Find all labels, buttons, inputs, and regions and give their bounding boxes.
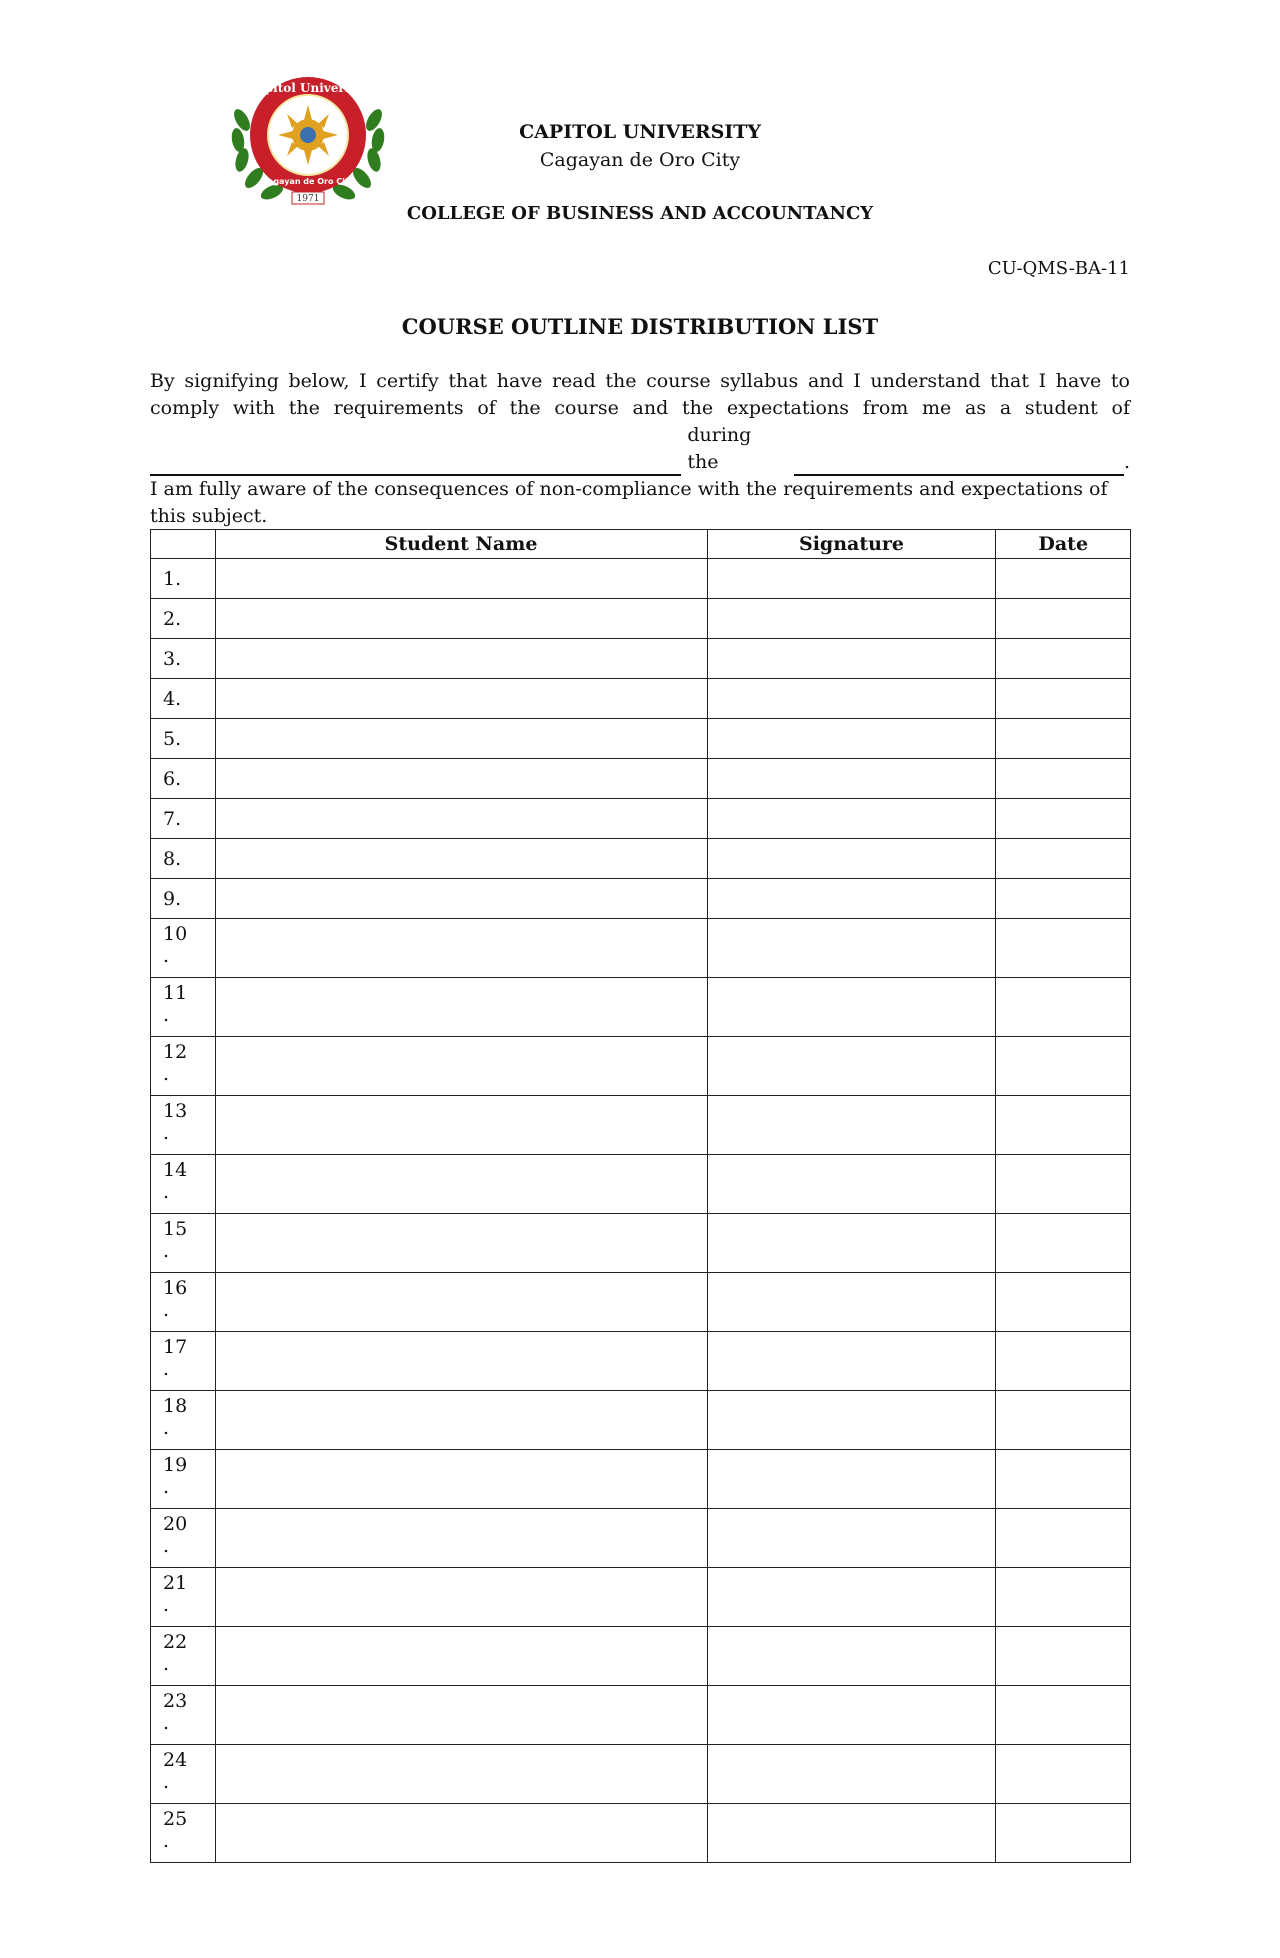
row-number: 9.: [151, 879, 216, 919]
row-number: 13 .: [151, 1096, 216, 1155]
row-number: 10 .: [151, 919, 216, 978]
signature-cell[interactable]: [707, 1273, 996, 1332]
table-row: [151, 1686, 1131, 1745]
signature-cell[interactable]: [707, 978, 996, 1037]
date-cell[interactable]: [996, 1332, 1131, 1391]
student-name-cell[interactable]: [215, 1332, 707, 1391]
table-row: [151, 1450, 1131, 1509]
student-name-cell[interactable]: [215, 1037, 707, 1096]
student-name-cell[interactable]: [215, 1273, 707, 1332]
student-name-cell[interactable]: [215, 1804, 707, 1863]
row-number: 1.: [151, 559, 216, 599]
table-row: [151, 919, 1131, 978]
row-number: 19 .: [151, 1450, 216, 1509]
date-cell[interactable]: [996, 1568, 1131, 1627]
row-number: 6.: [151, 759, 216, 799]
signature-cell[interactable]: [707, 919, 996, 978]
table-header-row: [151, 530, 1131, 559]
term-blank[interactable]: [794, 454, 1124, 476]
date-cell[interactable]: [996, 1627, 1131, 1686]
date-cell[interactable]: [996, 1745, 1131, 1804]
cert-blank-line: [150, 422, 1130, 476]
date-cell[interactable]: [996, 1686, 1131, 1745]
signature-cell[interactable]: [707, 1509, 996, 1568]
row-number: 22 .: [151, 1627, 216, 1686]
student-name-cell[interactable]: [215, 1568, 707, 1627]
date-cell[interactable]: [996, 1450, 1131, 1509]
cert-line-1: By signifying below, I certify that have read the course syllabus and I understand that I have to: [150, 370, 1130, 392]
student-name-cell[interactable]: [215, 679, 707, 719]
row-number: 2.: [151, 599, 216, 639]
row-number: 3.: [151, 639, 216, 679]
table-row: [151, 679, 1131, 719]
signature-cell[interactable]: [707, 759, 996, 799]
signature-cell[interactable]: [707, 1804, 996, 1863]
university-name: CAPITOL UNIVERSITY: [519, 121, 761, 143]
header-number: [151, 530, 216, 559]
row-number: 23 .: [151, 1686, 216, 1745]
header-signature: Signature: [707, 530, 996, 559]
form-code: CU-QMS-BA-11: [987, 258, 1130, 279]
student-name-cell[interactable]: [215, 879, 707, 919]
table-row: [151, 1096, 1131, 1155]
row-number: 15 .: [151, 1214, 216, 1273]
table-row: [151, 799, 1131, 839]
cert-line-2: comply with the requirements of the course and the expectations from me as a student of: [150, 397, 1130, 419]
row-number: 20 .: [151, 1509, 216, 1568]
student-name-cell[interactable]: [215, 1096, 707, 1155]
row-number: 21 .: [151, 1568, 216, 1627]
table-row: [151, 1037, 1131, 1096]
table-row: [151, 1509, 1131, 1568]
header-student-name: Student Name: [215, 530, 707, 559]
table-row: [151, 1155, 1131, 1214]
table-row: [151, 1273, 1131, 1332]
seal-top-text: Capitol University: [247, 81, 369, 95]
table-row: [151, 759, 1131, 799]
date-cell[interactable]: [996, 599, 1131, 639]
signature-cell[interactable]: [707, 1686, 996, 1745]
date-cell[interactable]: [996, 978, 1131, 1037]
signature-cell[interactable]: [707, 839, 996, 879]
date-cell[interactable]: [996, 759, 1131, 799]
course-blank[interactable]: [150, 454, 681, 476]
table-row: [151, 1627, 1131, 1686]
certification-statement: [150, 368, 1130, 530]
row-number: 11 .: [151, 978, 216, 1037]
row-number: 4.: [151, 679, 216, 719]
row-number: 25 .: [151, 1804, 216, 1863]
date-cell[interactable]: [996, 919, 1131, 978]
signature-cell[interactable]: [707, 679, 996, 719]
row-number: 7.: [151, 799, 216, 839]
table-row: [151, 1332, 1131, 1391]
cert-line-4: I am fully aware of the consequences of non-compliance with the requirements and expectations of this subject.: [150, 478, 1108, 527]
date-cell[interactable]: [996, 679, 1131, 719]
student-name-cell[interactable]: [215, 1627, 707, 1686]
signature-cell[interactable]: [707, 799, 996, 839]
table-row: [151, 559, 1131, 599]
signature-cell[interactable]: [707, 599, 996, 639]
row-number: 8.: [151, 839, 216, 879]
student-name-cell[interactable]: [215, 719, 707, 759]
student-name-cell[interactable]: [215, 1214, 707, 1273]
row-number: 17 .: [151, 1332, 216, 1391]
date-cell[interactable]: [996, 559, 1131, 599]
table-row: [151, 599, 1131, 639]
cert-period: .: [1123, 451, 1130, 473]
student-name-cell[interactable]: [215, 1391, 707, 1450]
seal-year: 1971: [296, 194, 320, 204]
table-row: [151, 719, 1131, 759]
row-number: 18 .: [151, 1391, 216, 1450]
student-name-cell[interactable]: [215, 839, 707, 879]
student-name-cell[interactable]: [215, 1686, 707, 1745]
date-cell[interactable]: [996, 1214, 1131, 1273]
row-number: 16 .: [151, 1273, 216, 1332]
student-name-cell[interactable]: [215, 759, 707, 799]
table-row: [151, 1568, 1131, 1627]
date-cell[interactable]: [996, 1509, 1131, 1568]
student-name-cell[interactable]: [215, 559, 707, 599]
date-cell[interactable]: [996, 639, 1131, 679]
signature-cell[interactable]: [707, 1627, 996, 1686]
signature-cell[interactable]: [707, 1745, 996, 1804]
header-date: Date: [996, 530, 1131, 559]
date-cell[interactable]: [996, 1037, 1131, 1096]
signature-cell[interactable]: [707, 1568, 996, 1627]
student-name-cell[interactable]: [215, 1155, 707, 1214]
signature-cell[interactable]: [707, 1037, 996, 1096]
university-city: Cagayan de Oro City: [539, 149, 741, 171]
signature-cell[interactable]: [707, 1450, 996, 1509]
cert-during-text: during the: [687, 424, 752, 473]
signature-cell[interactable]: [707, 719, 996, 759]
student-name-cell[interactable]: [215, 1745, 707, 1804]
table-row: [151, 978, 1131, 1037]
date-cell[interactable]: [996, 839, 1131, 879]
signature-cell[interactable]: [707, 1155, 996, 1214]
signature-cell[interactable]: [707, 1391, 996, 1450]
date-cell[interactable]: [996, 879, 1131, 919]
table-row: [151, 1804, 1131, 1863]
signature-cell[interactable]: [707, 1096, 996, 1155]
date-cell[interactable]: [996, 1804, 1131, 1863]
signature-cell[interactable]: [707, 639, 996, 679]
signature-cell[interactable]: [707, 1214, 996, 1273]
table-row: [151, 639, 1131, 679]
signature-cell[interactable]: [707, 1332, 996, 1391]
table-row: [151, 1391, 1131, 1450]
roster-body: [151, 559, 1131, 1863]
row-number: 24 .: [151, 1745, 216, 1804]
table-row: [151, 1214, 1131, 1273]
table-row: [151, 839, 1131, 879]
student-name-cell[interactable]: [215, 599, 707, 639]
student-name-cell[interactable]: [215, 919, 707, 978]
student-roster-table: [150, 529, 1131, 1863]
college-name: COLLEGE OF BUSINESS AND ACCOUNTANCY: [406, 203, 874, 224]
date-cell[interactable]: [996, 799, 1131, 839]
row-number: 5.: [151, 719, 216, 759]
date-cell[interactable]: [996, 719, 1131, 759]
signature-cell[interactable]: [707, 559, 996, 599]
table-row: [151, 879, 1131, 919]
date-cell[interactable]: [996, 1155, 1131, 1214]
row-number: 14 .: [151, 1155, 216, 1214]
student-name-cell[interactable]: [215, 799, 707, 839]
date-cell[interactable]: [996, 1273, 1131, 1332]
row-number: 12 .: [151, 1037, 216, 1096]
student-name-cell[interactable]: [215, 639, 707, 679]
student-name-cell[interactable]: [215, 1450, 707, 1509]
signature-cell[interactable]: [707, 879, 996, 919]
student-name-cell[interactable]: [215, 978, 707, 1037]
table-row: [151, 1745, 1131, 1804]
seal-bottom-text: Cagayan de Oro City: [262, 177, 354, 186]
date-cell[interactable]: [996, 1096, 1131, 1155]
student-name-cell[interactable]: [215, 1509, 707, 1568]
document-title: COURSE OUTLINE DISTRIBUTION LIST: [401, 314, 879, 339]
date-cell[interactable]: [996, 1391, 1131, 1450]
